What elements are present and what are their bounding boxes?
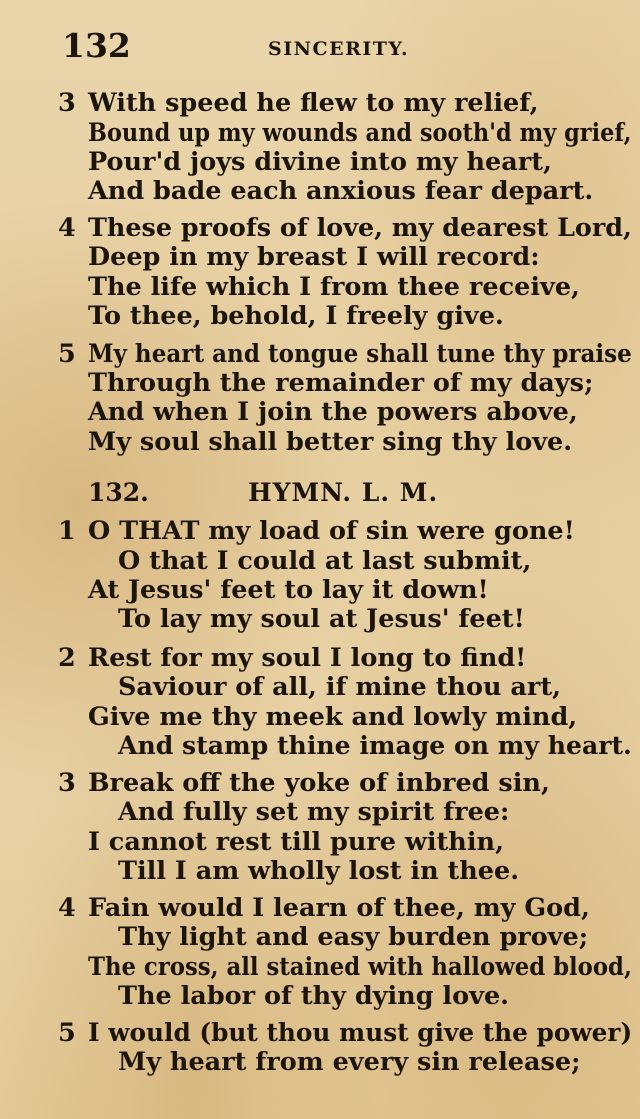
verse-line: O THAT my load of sin were gone! xyxy=(88,516,575,546)
page-number: 132 xyxy=(62,26,131,65)
verse-line: Give me thy meek and lowly mind, xyxy=(88,702,578,732)
stanza-number: 1 xyxy=(58,516,76,546)
verse-line: And fully set my spirit free: xyxy=(118,797,510,827)
verse-line: To thee, behold, I freely give. xyxy=(88,301,504,331)
verse-line: And stamp thine image on my heart. xyxy=(118,731,632,761)
stanza-number: 2 xyxy=(58,643,76,673)
hymn-number: 132. xyxy=(88,478,149,507)
verse-line: Break off the yoke of inbred sin, xyxy=(88,768,550,798)
verse-line: These proofs of love, my dearest Lord, xyxy=(88,213,632,243)
verse-line: Pour'd joys divine into my heart, xyxy=(88,147,552,177)
verse-line: The cross, all stained with hallowed blood, xyxy=(88,952,632,982)
verse-line: Thy light and easy burden prove; xyxy=(118,922,589,952)
verse-line: With speed he flew to my relief, xyxy=(88,88,539,118)
stanza-number: 5 xyxy=(58,1018,76,1048)
verse-line: My heart and tongue shall tune thy praise xyxy=(88,339,632,369)
verse-line: To lay my soul at Jesus' feet! xyxy=(118,604,525,634)
stanza-number: 3 xyxy=(58,768,76,798)
verse-line: Bound up my wounds and sooth'd my grief, xyxy=(88,118,632,148)
verse-line: I would (but thou must give the power) xyxy=(88,1018,633,1048)
page-header xyxy=(62,26,602,66)
verse-line: And when I join the powers above, xyxy=(88,397,578,427)
stanza-number: 4 xyxy=(58,893,76,923)
verse-line: My heart from every sin release; xyxy=(118,1047,581,1077)
verse-line: The life which I from thee receive, xyxy=(88,272,580,302)
verse-line: O that I could at last submit, xyxy=(118,546,532,576)
stanza-number: 4 xyxy=(58,213,76,243)
verse-line: The labor of thy dying love. xyxy=(118,981,510,1011)
verse-line: Saviour of all, if mine thou art, xyxy=(118,672,562,702)
hymn-heading xyxy=(88,478,608,514)
verse-line: Fain would I learn of thee, my God, xyxy=(88,893,590,923)
hymn-title: HYMN. L. M. xyxy=(248,478,439,507)
verse-line: My soul shall better sing thy love. xyxy=(88,427,573,457)
verse-line: And bade each anxious fear depart. xyxy=(88,176,594,206)
verse-line: Rest for my soul I long to find! xyxy=(88,643,527,673)
verse-line: At Jesus' feet to lay it down! xyxy=(88,575,489,605)
stanza-number: 3 xyxy=(58,88,76,118)
verse-line: I cannot rest till pure within, xyxy=(88,827,504,857)
verse-line: Deep in my breast I will record: xyxy=(88,242,540,272)
running-head: SINCERITY. xyxy=(268,38,410,60)
verse-line: Through the remainder of my days; xyxy=(88,368,594,398)
verse-line: Till I am wholly lost in thee. xyxy=(118,856,520,886)
stanza-number: 5 xyxy=(58,339,76,369)
